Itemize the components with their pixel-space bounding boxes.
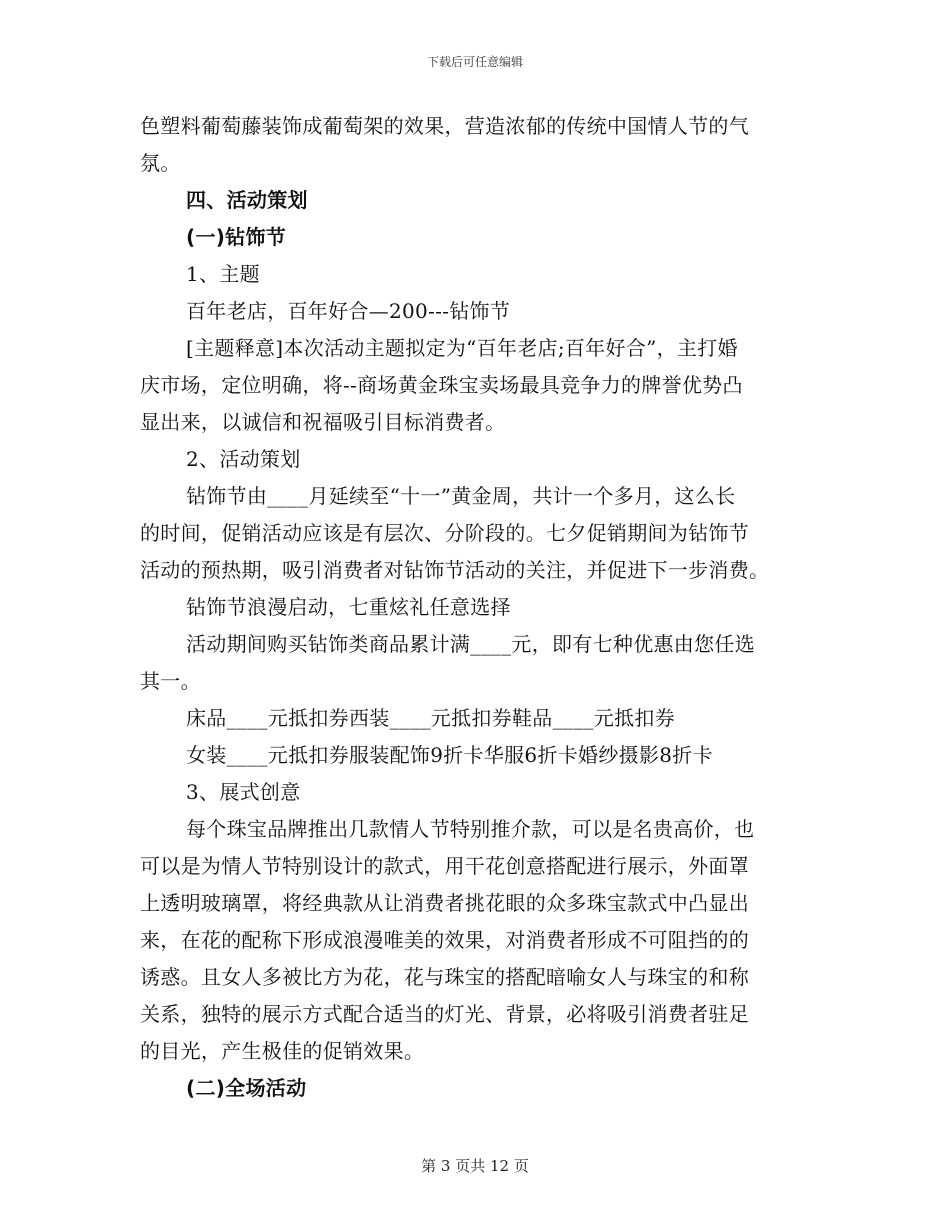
paragraph-line: [主题释意]本次活动主题拟定为“百年老店;百年好合”，主打婚 — [186, 336, 738, 360]
item-heading: 2、活动策划 — [186, 447, 301, 471]
paragraph-line: 上透明玻璃罩，将经典款从让消费者挑花眼的众多珠宝款式中凸显出 — [140, 891, 749, 915]
item-heading: 3、展式创意 — [186, 780, 301, 804]
paragraph-line: 钻饰节由____月延续至“十一”黄金周，共计一个多月，这么长 — [186, 484, 736, 508]
paragraph-line: 诱惑。且女人多被比方为花，花与珠宝的搭配暗喻女人与珠宝的和称 — [140, 965, 749, 989]
paragraph-line: 关系，独特的展示方式配合适当的灯光、背景，必将吸引消费者驻足 — [140, 1002, 749, 1026]
paragraph-line: 床品____元抵扣券西装____元抵扣券鞋品____元抵扣券 — [186, 706, 675, 730]
paragraph-line: 显出来，以诚信和祝福吸引目标消费者。 — [140, 410, 506, 434]
paragraph-line: 的目光，产生极佳的促销效果。 — [140, 1039, 425, 1063]
page-header: 下载后可任意编辑 — [426, 55, 523, 69]
page-footer: 第 3 页共 12 页 — [421, 1157, 529, 1175]
paragraph-line: 的时间，促销活动应该是有层次、分阶段的。七夕促销期间为钻饰节 — [140, 521, 749, 545]
document-body — [140, 108, 812, 1107]
paragraph-line: 每个珠宝品牌推出几款情人节特别推介款，可以是名贵高价，也 — [186, 817, 755, 841]
paragraph-line: 可以是为情人节特别设计的款式，用干花创意搭配进行展示，外面罩 — [140, 854, 749, 878]
paragraph-line: 活动的预热期，吸引消费者对钻饰节活动的关注，并促进下一步消费。 — [140, 558, 770, 582]
section-heading: 四、活动策划 — [186, 188, 308, 212]
paragraph-line: 氛。 — [140, 151, 181, 175]
paragraph-line: 色塑料葡萄藤装饰成葡萄架的效果，营造浓郁的传统中国情人节的气 — [140, 114, 749, 138]
paragraph-line: 其一。 — [140, 669, 201, 693]
item-heading: 1、主题 — [186, 262, 260, 286]
paragraph-line: 庆市场，定位明确，将--商场黄金珠宝卖场最具竞争力的牌誉优势凸 — [140, 373, 743, 397]
paragraph-line: 来，在花的配称下形成浪漫唯美的效果，对消费者形成不可阻挡的的 — [140, 928, 749, 952]
paragraph-line: 女装____元抵扣券服装配饰9折卡华服6折卡婚纱摄影8折卡 — [186, 743, 713, 767]
paragraph-line: 百年老店，百年好合—200---钻饰节 — [186, 299, 511, 323]
subsection-heading: (一)钻饰节 — [186, 225, 287, 249]
subsection-heading: (二)全场活动 — [186, 1076, 307, 1100]
paragraph-line: 钻饰节浪漫启动，七重炫礼任意选择 — [186, 595, 511, 619]
paragraph-line: 活动期间购买钻饰类商品累计满____元，即有七种优惠由您任选 — [186, 632, 755, 656]
